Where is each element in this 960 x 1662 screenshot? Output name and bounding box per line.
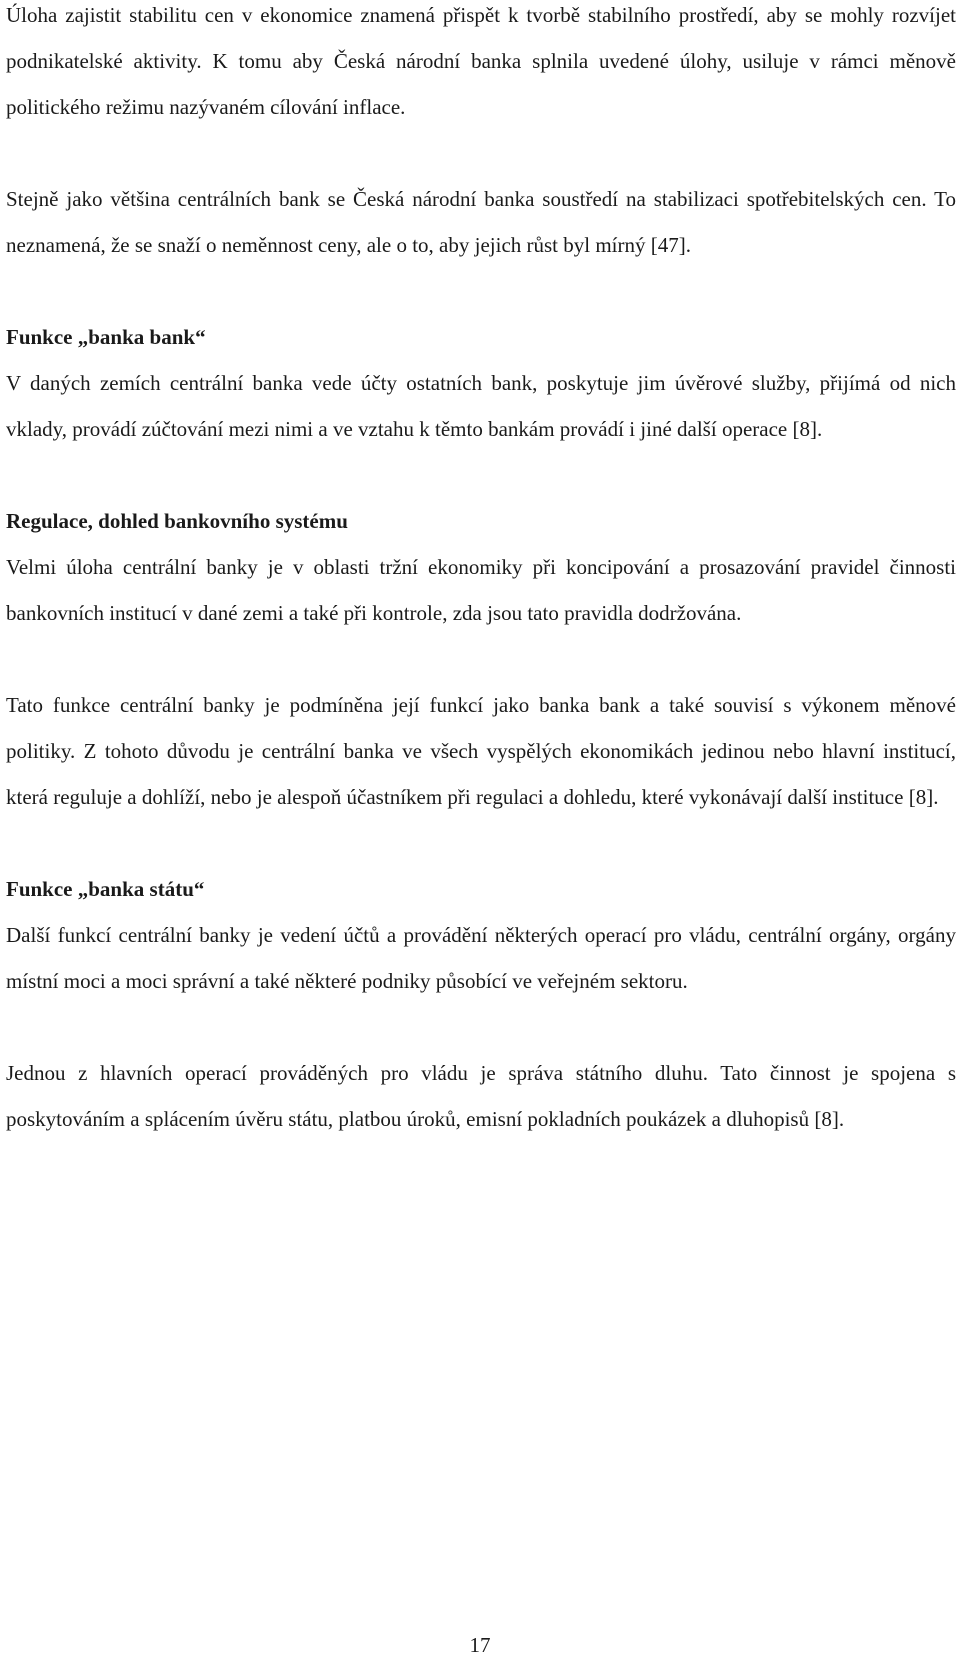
section-paragraph: Jednou z hlavních operací prováděných pro vládu je správa státního dluhu. Tato činnost je spojena s poskytováním a splácením úvěru státu, platbou úroků, emisní pokladních poukázek a dluhopisů [8].	[6, 1061, 956, 1131]
paragraph-spacer	[6, 130, 956, 176]
section-paragraph: Tato funkce centrální banky je podmíněna její funkcí jako banka bank a také souvisí s výkonem měnové politiky. Z tohoto důvodu je centrální banka ve všech vyspělých ekonomikách jedinou nebo hlavní institucí, která reguluje a dohlíží, nebo je alespoň účastníkem při regulaci a dohledu, které vykonávají další instituce [8].	[6, 693, 956, 809]
section-heading: Funkce „banka státu“	[6, 877, 205, 901]
paragraph-spacer	[6, 452, 956, 498]
section-heading: Funkce „banka bank“	[6, 325, 206, 349]
paragraph-spacer	[6, 1004, 956, 1050]
section-regulation-supervision	[6, 498, 956, 820]
section-bank-of-state	[6, 866, 956, 1142]
paragraph-spacer	[6, 820, 956, 866]
paragraph-consumer-prices: Stejně jako většina centrálních bank se Česká národní banka soustředí na stabilizaci spotřebitelských cen. To neznamená, že se snaží o neměnnost ceny, ale o to, aby jejich růst byl mírný [47].	[6, 187, 956, 257]
paragraph-spacer	[6, 268, 956, 314]
document-body	[6, 0, 956, 1142]
paragraph-spacer	[6, 636, 956, 682]
section-paragraph: Další funkcí centrální banky je vedení účtů a provádění některých operací pro vládu, centrální orgány, orgány místní moci a moci správní a také některé podniky působící ve veřejném sektoru.	[6, 923, 956, 993]
section-bank-of-banks	[6, 314, 956, 452]
section-paragraph: Velmi úloha centrální banky je v oblasti tržní ekonomiky při koncipování a prosazování pravidel činnosti bankovních institucí v dané zemi a také při kontrole, zda jsou tato pravidla dodržována.	[6, 555, 956, 625]
paragraph-price-stability: Úloha zajistit stabilitu cen v ekonomice znamená přispět k tvorbě stabilního prostředí, aby se mohly rozvíjet podnikatelské aktivity. K tomu aby Česká národní banka splnila uvedené úlohy, usiluje v rámci měnově politického režimu nazývaném cílování inflace.	[6, 3, 956, 119]
page-number: 17	[469, 1633, 491, 1657]
section-heading: Regulace, dohled bankovního systému	[6, 509, 348, 533]
section-paragraph: V daných zemích centrální banka vede účty ostatních bank, poskytuje jim úvěrové služby, přijímá od nich vklady, provádí zúčtování mezi nimi a ve vztahu k těmto bankám provádí i jiné další operace [8].	[6, 371, 956, 441]
